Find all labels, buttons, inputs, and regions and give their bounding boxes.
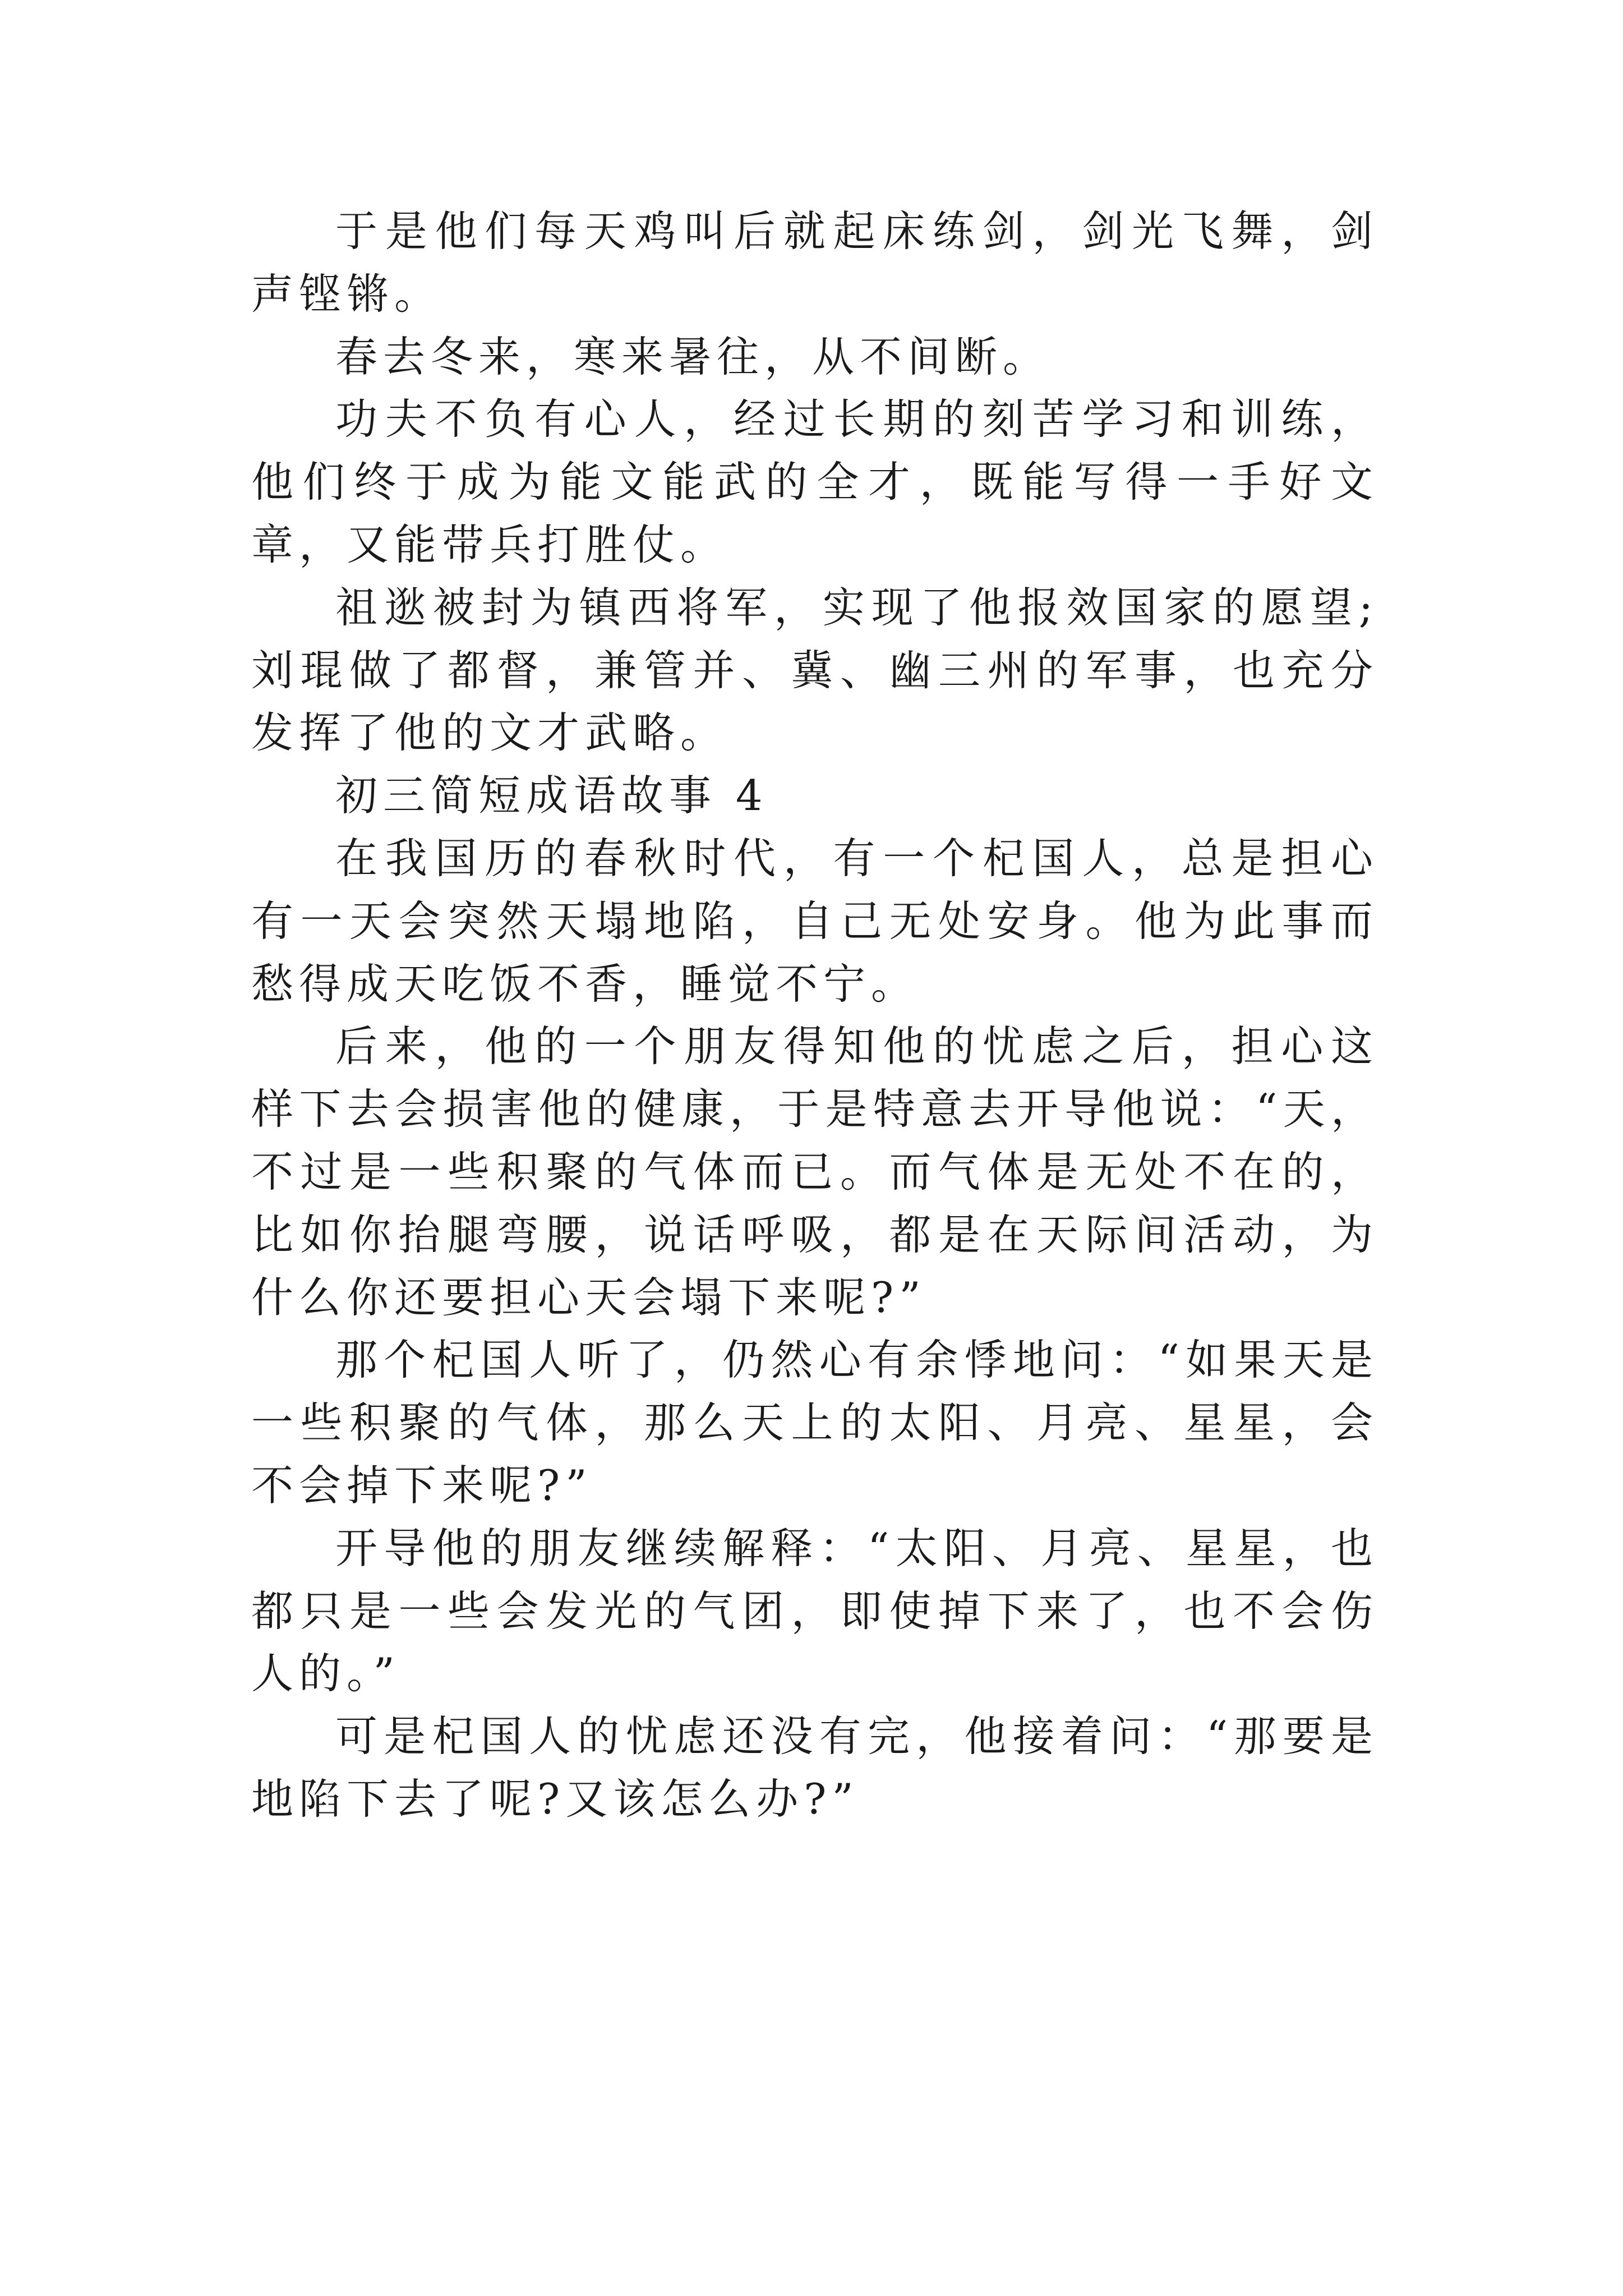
document-page — [251, 200, 1378, 1831]
paragraph-3: 功夫不负有心人，经过长期的刻苦学习和训练，他们终于成为能文能武的全才，既能写得一手好文章，又能带兵打胜仗。 — [251, 394, 1378, 569]
paragraph-4: 祖逖被封为镇西将军，实现了他报效国家的愿望;刘琨做了都督，兼管并、冀、幽三州的军事，也充分发挥了他的文才武略。 — [251, 582, 1378, 758]
paragraph-1: 于是他们每天鸡叫后就起床练剑，剑光飞舞，剑声铿锵。 — [251, 206, 1378, 319]
paragraph-5: 在我国历的春秋时代，有一个杞国人，总是担心有一天会突然天塌地陷，自己无处安身。他为此事而愁得成天吃饭不香，睡觉不宁。 — [251, 833, 1378, 1009]
paragraph-9: 可是杞国人的忧虑还没有完，他接着问：“那要是地陷下去了呢?又该怎么办?” — [251, 1711, 1378, 1824]
paragraph-7: 那个杞国人听了，仍然心有余悸地问：“如果天是一些积聚的气体，那么天上的太阳、月亮、星星，会不会掉下来呢?” — [251, 1335, 1378, 1510]
section-heading: 初三简短成语故事 4 — [335, 771, 768, 821]
paragraph-6: 后来，他的一个朋友得知他的忧虑之后，担心这样下去会损害他的健康，于是特意去开导他说：“天，不过是一些积聚的气体而已。而气体是无处不在的，比如你抬腿弯腰，说话呼吸，都是在天际间活动，为什么你还要担心天会塌下来呢?” — [251, 1022, 1378, 1322]
paragraph-8: 开导他的朋友继续解释：“太阳、月亮、星星，也都只是一些会发光的气团，即使掉下来了，也不会伤人的。” — [251, 1523, 1378, 1699]
paragraph-2: 春去冬来，寒来暑往，从不间断。 — [335, 332, 1051, 381]
